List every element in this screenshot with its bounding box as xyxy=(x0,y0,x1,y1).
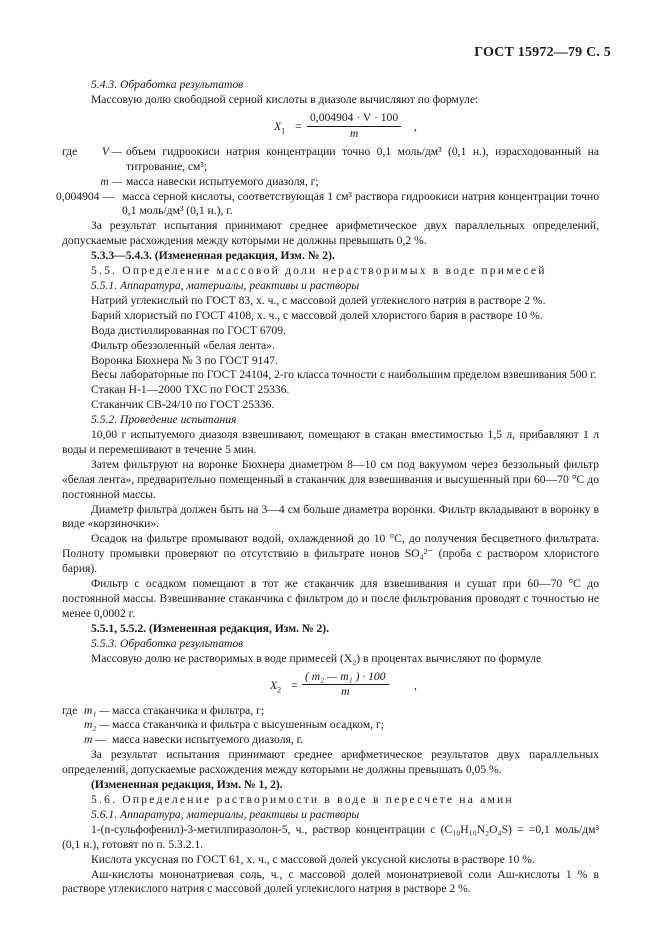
formula-tail: , xyxy=(414,119,417,133)
definition-symbol: 0,004904 — xyxy=(56,189,114,203)
subsection-title: 5.6.1. Аппаратура, материалы, реактивы и растворы xyxy=(91,807,360,821)
list-item: Фильтр обеззоленный «белая лента». xyxy=(91,338,275,352)
formula-denominator: m xyxy=(341,685,350,699)
edit-note: 5.5.1, 5.5.2. (Измененная редакция, Изм. № 2). xyxy=(91,621,330,635)
formula-numerator: 0,004904 · V · 100 xyxy=(307,111,401,127)
definition-text: масса серной кислоты, соответствующая 1 см³ раствора гидроокиси натрия концентрации точно 0,1 моль/дм³ (0,1 н.), г. xyxy=(122,189,599,218)
list-item: Аш-кислоты мононатриевая соль, ч., с массовой долей мононатриевой соли Аш-кислоты 1 % в растворе углекислого натрия с массовой долей углекислого натрия в растворе 2 %. xyxy=(62,867,599,896)
definition-row xyxy=(62,175,599,190)
subsection-title: 5.5.1. Аппаратура, материалы, реактивы и растворы xyxy=(91,278,360,292)
list-item: Стаканчик СВ-24/10 по ГОСТ 25336. xyxy=(91,398,275,412)
definition-text: масса стаканчика и фильтра, г; xyxy=(112,703,265,717)
formula-numerator: ( m₂ — m₁ ) · 100 xyxy=(302,670,389,686)
list-item: Натрий углекислый по ГОСТ 83, х. ч., с массовой долей углекислого натрия в растворе 2 %. xyxy=(91,293,546,307)
formula-denominator: m xyxy=(349,126,359,140)
paragraph: Диаметр фильтра должен быть на 3—4 см больше диаметра воронки. Фильтр вкладывают в воронку в виде «корзиночки». xyxy=(62,502,599,531)
definition-text: масса навески испытуемого диазоля, г. xyxy=(112,733,303,747)
page-header: ГОСТ 15972—79 С. 5 xyxy=(474,45,611,60)
paragraph: Осадок на фильтре промывают водой, охлажденной до 10 °С, до получения бесцветного фильтрата. Полноту промывки проверяют по отсутствию в фильтрате ионов SO₄²⁻ (проба с раствором хлористого бария). xyxy=(62,532,599,576)
list-item: 1-(n-сульфофенил)-3-метилпиразолон-5, ч., раствор концентрации c (C₁₀H₁₀N₂O₄S) = =0,1 моль/дм³ (0,1 н.), готовят по п. 5.3.2.1. xyxy=(62,822,599,851)
definition-text: масса навески испытуемого диазоля, г; xyxy=(126,174,319,188)
definition-row xyxy=(62,704,599,719)
definition-symbol: m — xyxy=(100,174,122,188)
subsection-title: 5.5.3. Обработка результатов xyxy=(91,636,244,650)
definition-row xyxy=(62,718,599,733)
definition-row xyxy=(62,145,599,175)
subsection-title: 5.5.2. Проведение испытания xyxy=(91,413,237,427)
definition-symbol: m₂ — xyxy=(84,718,110,732)
where-label: где xyxy=(62,144,78,158)
formula-lhs-sub: 2 xyxy=(277,684,282,694)
paragraph: Затем фильтруют на воронке Бюхнера диаметром 8—10 см под вакуумом через беззольный фильтр «белая лента», предварительно помещенный в стаканчик для взвешивания и высушенный при 60—70 °С до постоянной массы. xyxy=(62,457,599,501)
definition-symbol: V — xyxy=(101,144,122,158)
definition-row xyxy=(56,189,599,220)
formula-fraction xyxy=(302,670,389,701)
paragraph: За результат испытания принимают среднее арифметическое результатов двух параллельных определений, допускаемые расхождения между которыми не должны превышать 0,05 %. xyxy=(62,748,599,777)
formula-x2 xyxy=(62,670,599,700)
section-title: 5.6. Определение растворимости в воде в пересчете на амин xyxy=(91,792,514,806)
list-item: Весы лабораторные по ГОСТ 24104, 2-го класса точности с наибольшим пределом взвешивания 500 г. xyxy=(91,368,597,382)
list-item: Стакан Н-1—2000 ТХС по ГОСТ 25336. xyxy=(91,383,290,397)
edit-note: 5.3.3—5.4.3. (Измененная редакция, Изм. № 2). xyxy=(91,249,335,263)
list-item: Воронка Бюхнера № 3 по ГОСТ 9147. xyxy=(91,353,278,367)
list-item: Вода дистиллированная по ГОСТ 6709. xyxy=(91,323,286,337)
formula-lhs-sub: 1 xyxy=(281,126,286,136)
list-item: Барий хлористый по ГОСТ 4108, х. ч., с массовой долей хлористого бария в растворе 10 %. xyxy=(91,308,543,322)
formula-tail: , xyxy=(414,678,417,692)
definition-symbol: m₁ — xyxy=(84,703,110,717)
where-label xyxy=(62,718,84,733)
formula-fraction xyxy=(307,111,401,142)
definition-row xyxy=(62,733,599,748)
where-label: где xyxy=(62,703,78,717)
formula-eq: = xyxy=(295,119,302,133)
edit-note: (Измененная редакция, Изм. № 1, 2). xyxy=(91,778,283,792)
formula-lhs: X xyxy=(270,678,278,692)
definition-text: объем гидроокиси натрия концентрации точно 0,1 моль/дм³ (0,1 н.), израсходованный на титрование, см³; xyxy=(126,144,599,173)
where-label xyxy=(62,733,84,748)
paragraph: Фильтр с осадком помещают в тот же стаканчик для взвешивания и сушат при 60—70 °С до постоянной массы. Взвешивание стаканчика с фильтром до и после фильтрования проводят с точностью не менее 0,0002 г. xyxy=(62,577,599,620)
paragraph: 10,00 г испытуемого диазоля взвешивают, помещают в стакан вместимостью 1,5 л, прибавляют 1 л воды и перемешивают в течение 5 мин. xyxy=(62,428,599,456)
formula-lhs: X xyxy=(274,119,282,133)
section-title: 5.5. Определение массовой доли нерастворимых в воде примесей xyxy=(91,264,547,278)
formula-x1 xyxy=(62,111,599,141)
paragraph: За результат испытания принимают среднее арифметическое двух параллельных определений, допускаемые расхождения между которыми не должны превышать 0,2 %. xyxy=(62,219,599,248)
formula-eq: = xyxy=(291,678,298,692)
definition-text: масса стаканчика и фильтра с высушенным осадком, г; xyxy=(112,718,384,732)
paragraph: Массовую долю свободной серной кислоты в диазоле вычисляют по формуле: xyxy=(91,92,479,106)
paragraph: Массовую долю не растворимых в воде примесей (X₂) в процентах вычисляют по формуле xyxy=(91,651,542,665)
list-item: Кислота уксусная по ГОСТ 61, х. ч., с массовой долей уксусной кислоты в растворе 10 %. xyxy=(91,852,535,866)
definition-symbol: m — xyxy=(84,733,106,747)
section-title: 5.4.3. Обработка результатов xyxy=(91,78,244,91)
document-body xyxy=(56,78,599,897)
